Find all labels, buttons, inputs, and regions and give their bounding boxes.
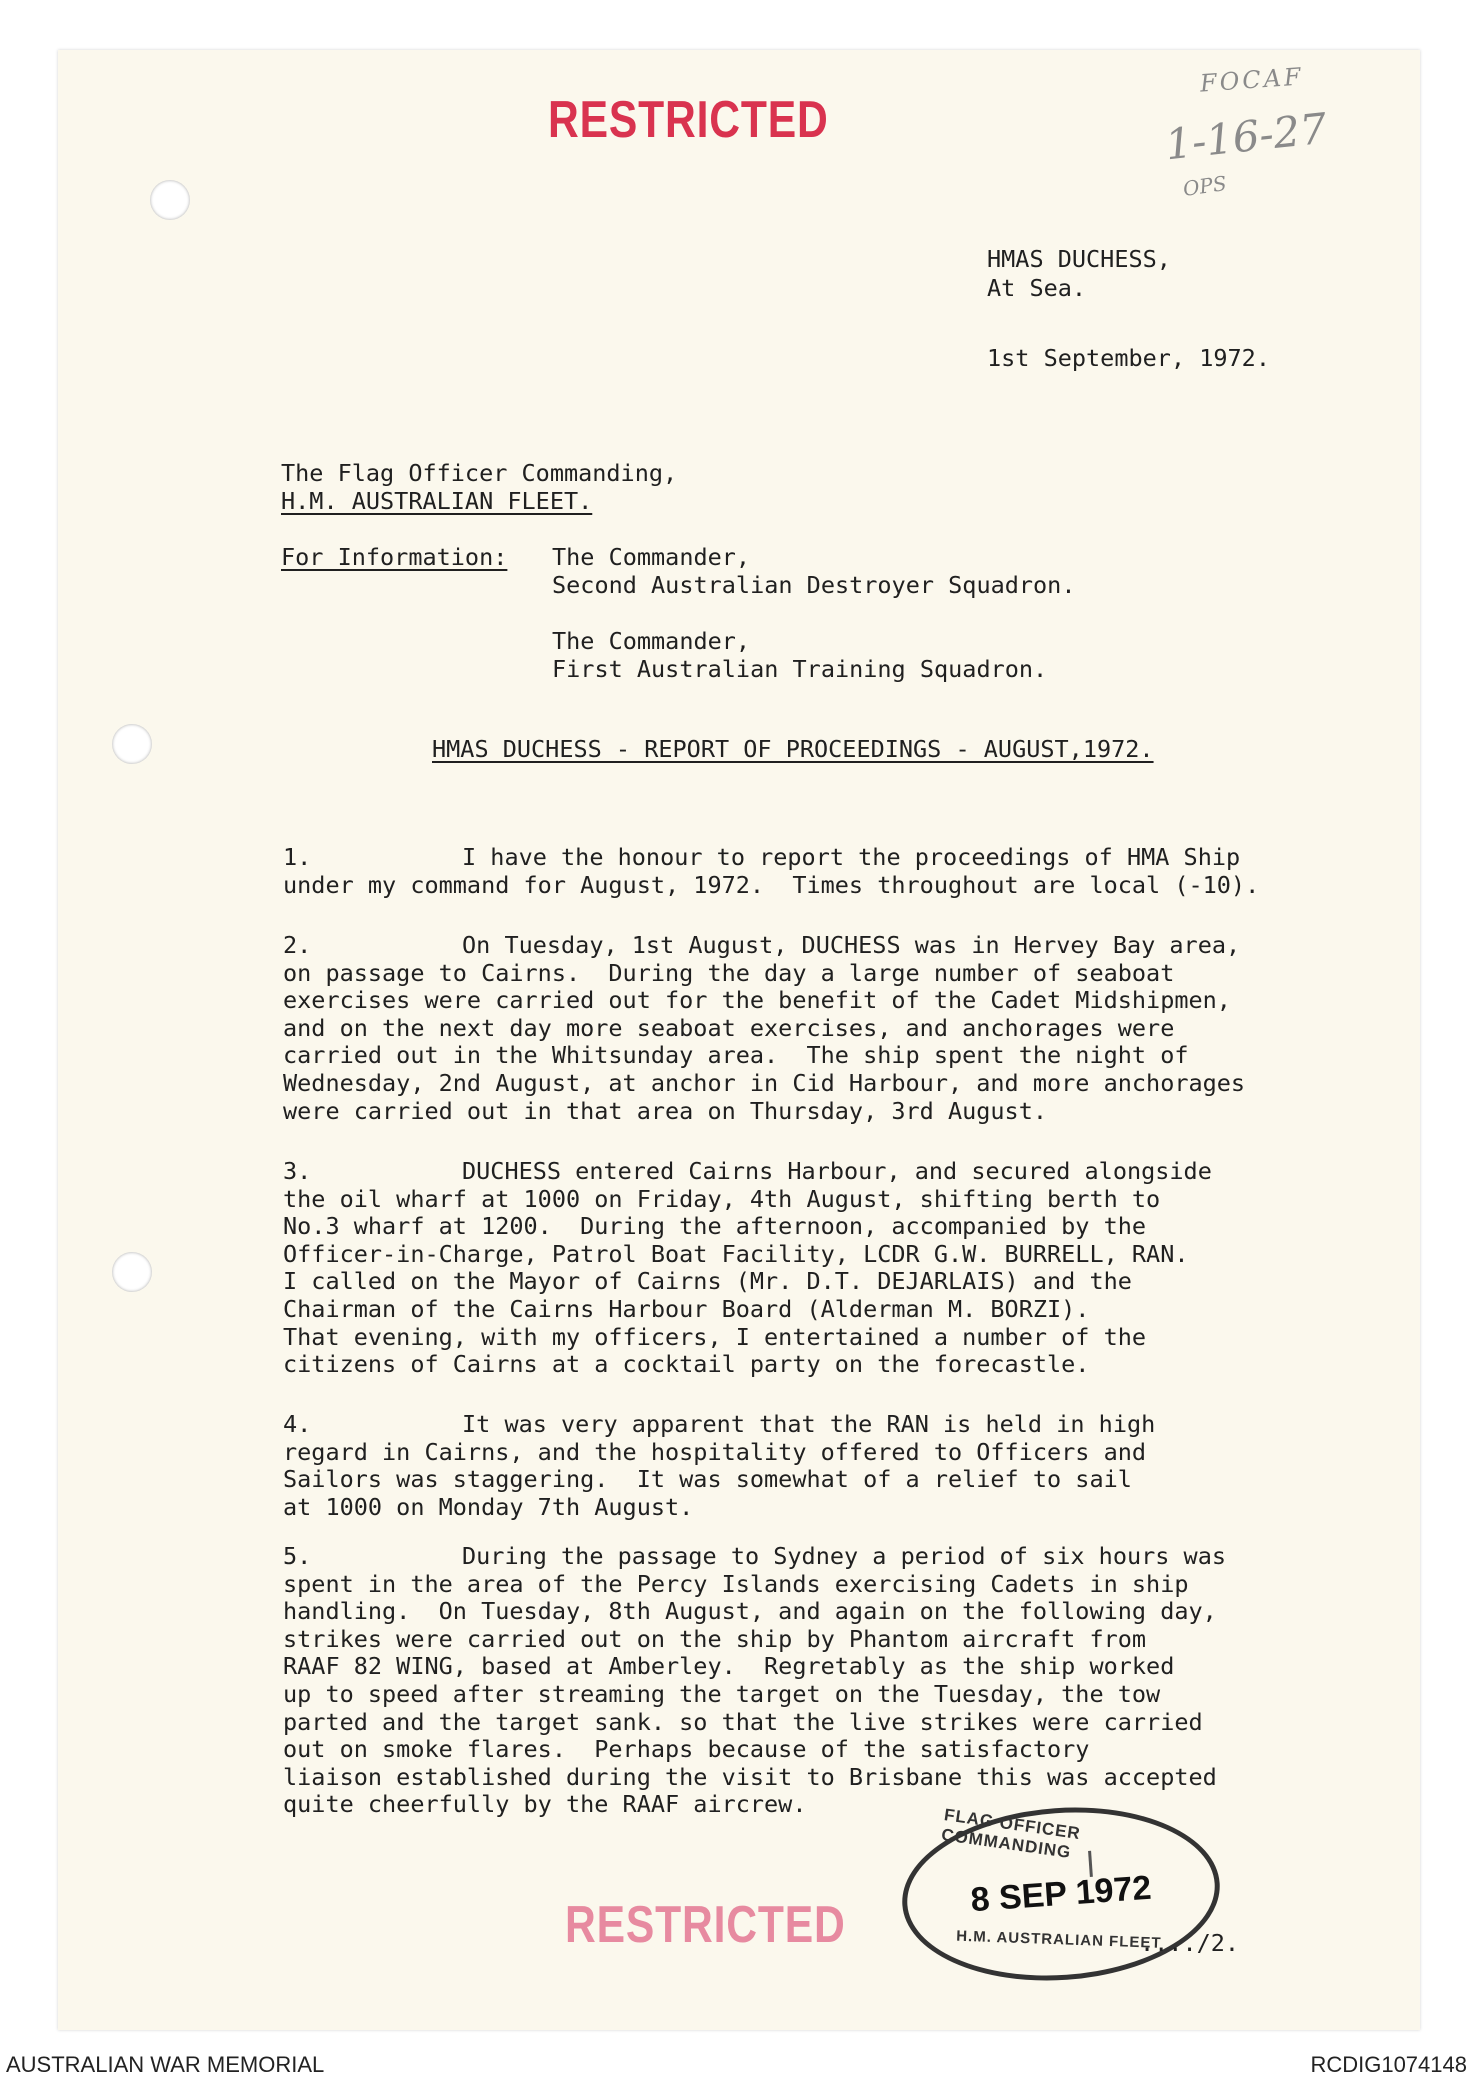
info-recipient: The Commander, xyxy=(552,543,751,571)
handwritten-note: FOCAF xyxy=(1199,62,1305,98)
paragraph-line: strikes were carried out on the ship by Phantom aircraft from xyxy=(283,1624,1147,1653)
paragraph-line: out on smoke flares. Perhaps because of the satisfactory xyxy=(283,1735,1090,1764)
punch-hole xyxy=(112,724,152,764)
paragraph-number: 1. xyxy=(283,843,312,871)
paragraph-line: exercises were carried out for the benefit of the Cadet Midshipmen, xyxy=(283,986,1231,1015)
paragraph-line: Sailors was staggering. It was somewhat of a relief to sail xyxy=(283,1465,1132,1494)
info-recipient: First Australian Training Squadron. xyxy=(552,655,1048,683)
received-stamp-date: 8 SEP 1972 xyxy=(969,1868,1153,1920)
paragraph-line: It was very apparent that the RAN is held in high xyxy=(462,1410,1156,1438)
handwritten-note: OPS xyxy=(1181,171,1229,201)
ship-name: HMAS DUCHESS, xyxy=(987,245,1171,273)
archive-id: RCDIG1074148 xyxy=(1310,2052,1467,2077)
paragraph-line: liaison established during the visit to Brisbane this was accepted xyxy=(283,1762,1217,1791)
for-information-label: For Information: xyxy=(281,543,508,571)
info-recipient: The Commander, xyxy=(552,627,751,655)
paragraph-line: at 1000 on Monday 7th August. xyxy=(283,1492,694,1521)
received-stamp-top-text: FLAG OFFICER COMMANDING xyxy=(940,1805,1082,1863)
paragraph-line: On Tuesday, 1st August, DUCHESS was in Hervey Bay area, xyxy=(462,931,1241,959)
paragraph-line: up to speed after streaming the target on the Tuesday, the tow xyxy=(283,1680,1161,1708)
addressee-fleet: H.M. AUSTRALIAN FLEET. xyxy=(281,487,593,515)
paragraph-line: During the passage to Sydney a period of six hours was xyxy=(462,1542,1227,1570)
paragraph-line: I called on the Mayor of Cairns (Mr. D.T. DEJARLAIS) and the xyxy=(283,1267,1132,1296)
paragraph-line: handling. On Tuesday, 8th August, and again on the following day, xyxy=(283,1597,1217,1626)
paragraph-line: DUCHESS entered Cairns Harbour, and secured alongside xyxy=(462,1157,1212,1185)
paragraph-number: 4. xyxy=(283,1410,312,1438)
letter-date: 1st September, 1972. xyxy=(987,344,1270,372)
paragraph-line: RAAF 82 WING, based at Amberley. Regretably as the ship worked xyxy=(283,1652,1175,1681)
paragraph-line: under my command for August, 1972. Times throughout are local (-10). xyxy=(283,870,1260,899)
restricted-stamp-top: RESTRICTED xyxy=(548,91,829,149)
paragraph-number: 2. xyxy=(283,931,312,959)
paragraph-line: Wednesday, 2nd August, at anchor in Cid Harbour, and more anchorages xyxy=(283,1069,1246,1097)
continuation-marker: ..../2. xyxy=(1140,1929,1240,1957)
paragraph-line: regard in Cairns, and the hospitality offered to Officers and xyxy=(283,1437,1147,1466)
paragraph-line: I have the honour to report the proceedings of HMA Ship xyxy=(462,843,1241,871)
paragraph-line: and on the next day more seaboat exercises, and anchorages were xyxy=(283,1013,1175,1042)
paragraph-line: That evening, with my officers, I entertained a number of the xyxy=(283,1322,1147,1351)
paragraph-line: citizens of Cairns at a cocktail party on the forecastle. xyxy=(283,1350,1090,1379)
paragraph-line: Chairman of the Cairns Harbour Board (Alderman M. BORZI). xyxy=(283,1295,1090,1323)
archive-credit: AUSTRALIAN WAR MEMORIAL xyxy=(6,2052,325,2077)
paragraph-line: No.3 wharf at 1200. During the afternoon, accompanied by the xyxy=(283,1212,1147,1241)
report-subject: HMAS DUCHESS - REPORT OF PROCEEDINGS - AUGUST,1972. xyxy=(432,735,1154,763)
punch-hole xyxy=(112,1252,152,1292)
paragraph-line: were carried out in that area on Thursday, 3rd August. xyxy=(283,1096,1048,1125)
punch-hole xyxy=(150,180,190,220)
paragraph-line: carried out in the Whitsunday area. The ship spent the night of xyxy=(283,1041,1189,1070)
paragraph-number: 3. xyxy=(283,1157,312,1185)
info-recipient: Second Australian Destroyer Squadron. xyxy=(552,571,1076,599)
paragraph-line: quite cheerfully by the RAAF aircrew. xyxy=(283,1790,807,1819)
paragraph-line: parted and the target sank. so that the live strikes were carried xyxy=(283,1707,1203,1736)
paragraph-line: Officer-in-Charge, Patrol Boat Facility, LCDR G.W. BURRELL, RAN. xyxy=(283,1239,1189,1268)
paragraph-line: the oil wharf at 1000 on Friday, 4th August, shifting berth to xyxy=(283,1184,1161,1213)
paragraph-number: 5. xyxy=(283,1542,312,1570)
paragraph-line: spent in the area of the Percy Islands exercising Cadets in ship xyxy=(283,1569,1189,1598)
handwritten-file-number: 1-16-27 xyxy=(1162,103,1330,170)
paragraph-line: on passage to Cairns. During the day a large number of seaboat xyxy=(283,958,1175,987)
received-stamp-bottom-text: H.M. AUSTRALIAN FLEET xyxy=(955,1927,1162,1952)
addressee-line: The Flag Officer Commanding, xyxy=(281,459,678,487)
restricted-stamp-bottom: RESTRICTED xyxy=(565,1896,846,1954)
ship-location: At Sea. xyxy=(987,274,1087,302)
